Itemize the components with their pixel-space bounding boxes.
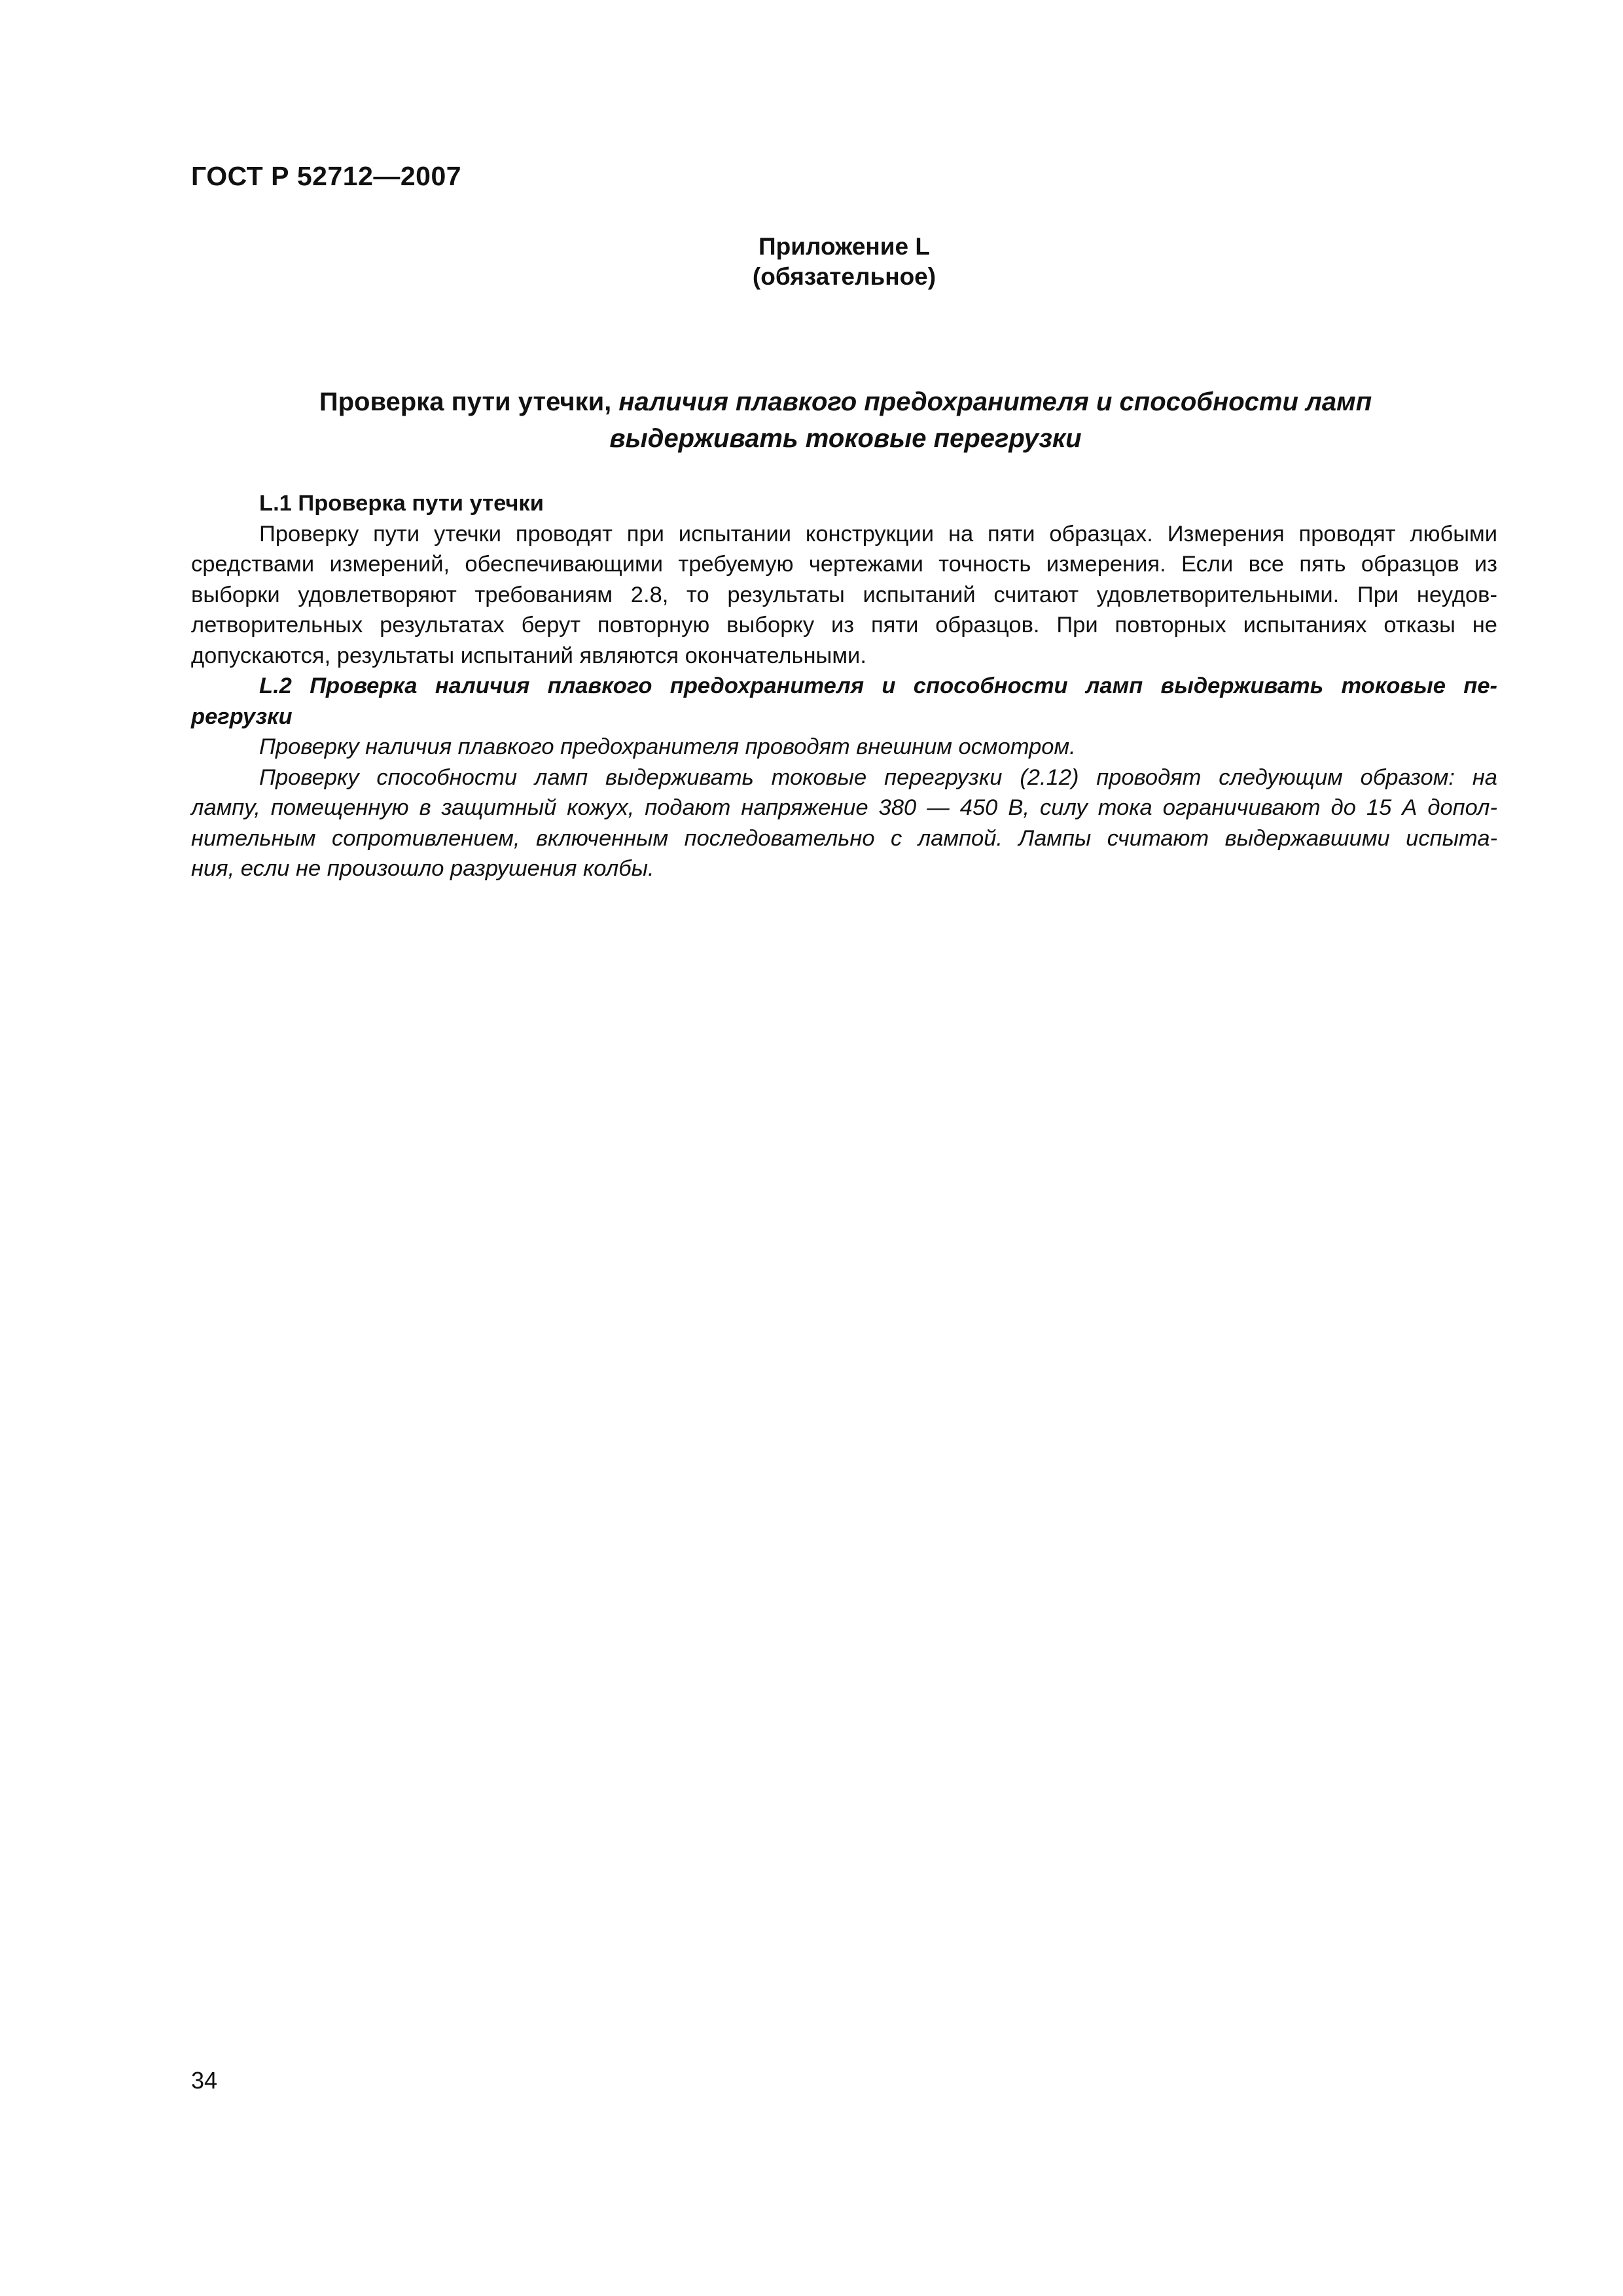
appendix-title: Приложение L	[758, 233, 930, 260]
section-1-line: выборки удовлетворяют требованиям 2.8, то результаты испытаний считают удовлетворительными. При неудов-	[191, 582, 1497, 607]
heading-line-2: выдерживать токовые перегрузки	[609, 424, 1082, 453]
standard-code-header: ГОСТ Р 52712—2007	[191, 161, 462, 191]
page-number: 34	[191, 2067, 218, 2094]
heading-line-1	[191, 384, 1500, 420]
section-2-paragraph-2-line: Проверку способности ламп выдерживать токовые перегрузки (2.12) проводят следующим образом: на	[259, 764, 1497, 790]
section-2-paragraph-2-line: ния, если не произошло разрушения колбы.	[191, 856, 654, 881]
section-2-paragraph-2-line: нительным сопротивлением, включенным последовательно с лампой. Лампы считают выдержавшими испыта-	[191, 825, 1497, 851]
section-1-line: летворительных результатах берут повторную выборку из пяти образцов. При повторных испытаниях отказы не	[191, 613, 1497, 637]
section-2-heading-continued: регрузки	[191, 704, 293, 729]
heading-regular-part: Проверка пути утечки,	[319, 387, 619, 416]
section-2-paragraph-1: Проверку наличия плавкого предохранителя проводят внешним осмотром.	[259, 734, 1076, 759]
section-2-paragraph-2-line: лампу, помещенную в защитный кожух, подают напряжение 380 — 450 В, силу тока ограничивают до 15 А допол-	[191, 795, 1497, 820]
section-2-heading: L.2 Проверка наличия плавкого предохранителя и способности ламп выдерживать токовые пе-	[259, 673, 1497, 698]
section-1-line: Проверку пути утечки проводят при испытании конструкции на пяти образцах. Измерения проводят любыми	[259, 521, 1497, 547]
section-1-line: средствами измерений, обеспечивающими требуемую чертежами точность измерения. Если все пять образцов из	[191, 552, 1497, 577]
appendix-status: (обязательное)	[752, 263, 936, 290]
section-1-heading: L.1 Проверка пути утечки	[259, 491, 544, 516]
heading-italic-part: наличия плавкого предохранителя и способности ламп	[618, 387, 1372, 416]
section-1-line: допускаются, результаты испытаний являются окончательными.	[191, 643, 866, 668]
appendix-heading	[191, 384, 1500, 457]
appendix-label	[0, 232, 1623, 292]
body-text	[191, 488, 1497, 884]
